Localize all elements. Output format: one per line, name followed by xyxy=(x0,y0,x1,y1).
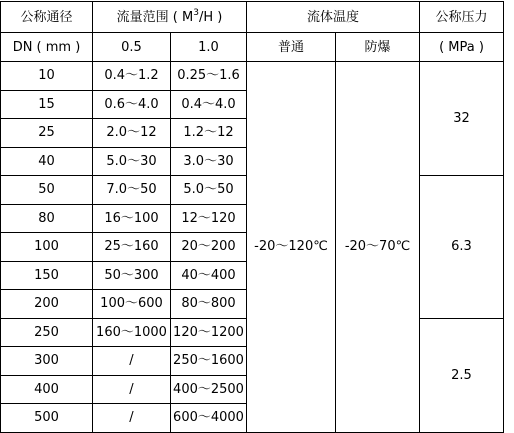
header-dn-unit: DN ( mm ) xyxy=(1,33,93,62)
cell-flow-10: 5.0～50 xyxy=(171,176,247,205)
header-flow-range-prefix: 流量范围 ( M xyxy=(116,9,194,25)
header-flow-range xyxy=(93,2,247,33)
cell-flow-05: 7.0～50 xyxy=(93,176,171,205)
header-temp-normal: 普通 xyxy=(247,33,336,62)
cell-dn: 400 xyxy=(1,375,93,404)
cell-flow-10: 3.0～30 xyxy=(171,147,247,176)
cell-flow-05: 50～300 xyxy=(93,261,171,290)
cell-flow-10: 120～1200 xyxy=(171,318,247,347)
cell-flow-05: 0.4～1.2 xyxy=(93,62,171,91)
cell-flow-05: 5.0～30 xyxy=(93,147,171,176)
cell-flow-05: 100～600 xyxy=(93,290,171,319)
cell-flow-10: 1.2～12 xyxy=(171,119,247,148)
cell-flow-10: 250～1600 xyxy=(171,347,247,376)
cell-flow-10: 400～2500 xyxy=(171,375,247,404)
cell-dn: 80 xyxy=(1,204,93,233)
header-nominal-diameter: 公称通径 xyxy=(1,2,93,33)
cell-dn: 200 xyxy=(1,290,93,319)
cell-dn: 40 xyxy=(1,147,93,176)
cell-flow-05: / xyxy=(93,347,171,376)
cell-dn: 300 xyxy=(1,347,93,376)
cell-flow-10: 0.25～1.6 xyxy=(171,62,247,91)
flowmeter-spec-table xyxy=(0,1,504,433)
cell-dn: 15 xyxy=(1,90,93,119)
cell-dn: 10 xyxy=(1,62,93,91)
header-fluid-temperature: 流体温度 xyxy=(247,2,420,33)
cell-temp-explosion-proof: -20～70℃ xyxy=(336,62,420,433)
cell-flow-05: 25～160 xyxy=(93,233,171,262)
header-flow-range-suffix: /H ) xyxy=(198,9,223,25)
cell-flow-10: 80～800 xyxy=(171,290,247,319)
cell-flow-05: 160～1000 xyxy=(93,318,171,347)
cell-pressure-group-1: 32 xyxy=(420,62,504,176)
cell-dn: 100 xyxy=(1,233,93,262)
cell-pressure-group-2: 6.3 xyxy=(420,176,504,319)
cell-dn: 150 xyxy=(1,261,93,290)
header-temp-explosion-proof: 防爆 xyxy=(336,33,420,62)
cell-temp-normal: -20～120℃ xyxy=(247,62,336,433)
header-precision-05: 0.5 xyxy=(93,33,171,62)
cell-flow-05: 16～100 xyxy=(93,204,171,233)
header-row-1 xyxy=(1,2,504,33)
cell-flow-10: 20～200 xyxy=(171,233,247,262)
cell-flow-10: 600～4000 xyxy=(171,404,247,433)
cell-dn: 50 xyxy=(1,176,93,205)
cell-flow-10: 0.4～4.0 xyxy=(171,90,247,119)
cell-dn: 500 xyxy=(1,404,93,433)
cell-flow-05: / xyxy=(93,375,171,404)
cell-flow-05: 2.0～12 xyxy=(93,119,171,148)
cell-flow-05: 0.6～4.0 xyxy=(93,90,171,119)
table-row xyxy=(1,62,504,91)
header-nominal-pressure: 公称压力 xyxy=(420,2,504,33)
cell-flow-05: / xyxy=(93,404,171,433)
cell-pressure-group-3: 2.5 xyxy=(420,318,504,432)
header-precision-10: 1.0 xyxy=(171,33,247,62)
header-row-2 xyxy=(1,33,504,62)
cell-flow-10: 40～400 xyxy=(171,261,247,290)
header-pressure-unit: ( MPa ) xyxy=(420,33,504,62)
cell-dn: 25 xyxy=(1,119,93,148)
cell-dn: 250 xyxy=(1,318,93,347)
header-flow-range-sup: 3 xyxy=(193,7,199,18)
cell-flow-10: 12～120 xyxy=(171,204,247,233)
